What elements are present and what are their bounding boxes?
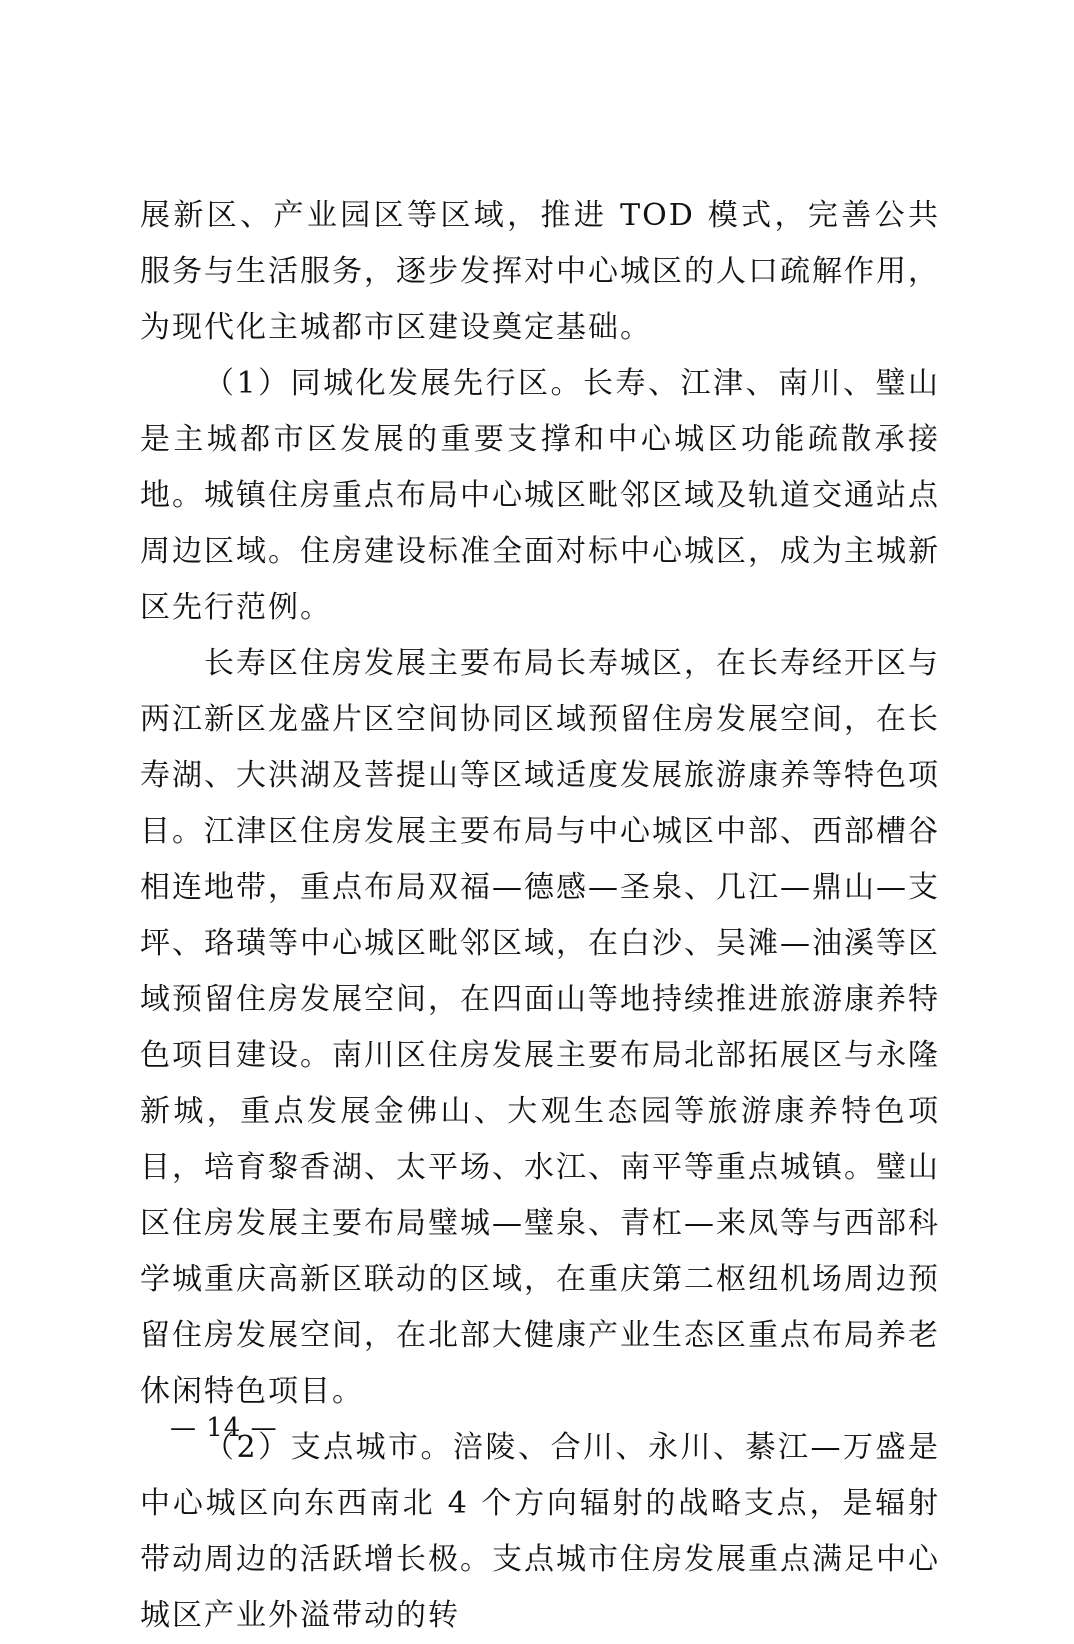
paragraph-continuation: 展新区、产业园区等区域，推进 TOD 模式，完善公共服务与生活服务，逐步发挥对中心城区的人口疏解作用，为现代化主城都市区建设奠定基础。 (140, 198, 940, 345)
paragraph-section-1: （1）同城化发展先行区。长寿、江津、南川、璧山是主城都市区发展的重要支撑和中心城区功能疏散承接地。城镇住房重点布局中心城区毗邻区域及轨道交通站点周边区域。住房建设标准全面对标中心城区，成为主城新区先行范例。 (140, 366, 940, 625)
paragraph-section-2: （2）支点城市。涪陵、合川、永川、綦江—万盛是中心城区向东西南北 4 个方向辐射的战略支点，是辐射带动周边的活跃增长极。支点城市住房发展重点满足中心城区产业外溢带动的转 (140, 1430, 940, 1633)
paragraph-district-details: 长寿区住房发展主要布局长寿城区，在长寿经开区与两江新区龙盛片区空间协同区域预留住房发展空间，在长寿湖、大洪湖及菩提山等区域适度发展旅游康养等特色项目。江津区住房发展主要布局与中心城区中部、西部槽谷相连地带，重点布局双福—德感—圣泉、几江—鼎山—支坪、珞璜等中心城区毗邻区域，在白沙、吴滩—油溪等区域预留住房发展空间，在四面山等地持续推进旅游康养特色项目建设。南川区住房发展主要布局北部拓展区与永隆新城，重点发展金佛山、大观生态园等旅游康养特色项目，培育黎香湖、太平场、水江、南平等重点城镇。璧山区住房发展主要布局璧城—璧泉、青杠—来凤等与西部科学城重庆高新区联动的区域，在重庆第二枢纽机场周边预留住房发展空间，在北部大健康产业生态区重点布局养老休闲特色项目。 (140, 646, 940, 1409)
page-number: — 14 — (170, 1413, 278, 1443)
